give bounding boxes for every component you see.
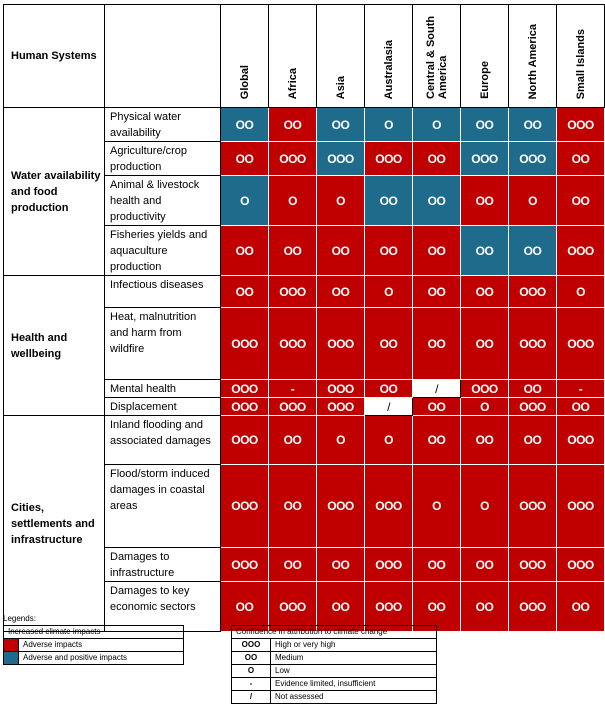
impact-cell: OO	[461, 416, 509, 465]
corner-title: Human Systems	[4, 5, 105, 108]
impact-cell: OO	[269, 465, 317, 548]
impact-cell: OOO	[509, 308, 557, 380]
impact-legend	[3, 625, 184, 665]
impact-cell: OOO	[509, 548, 557, 582]
impact-cell: OO	[509, 416, 557, 465]
impact-cell: OOO	[221, 380, 269, 398]
impact-cell: O	[461, 398, 509, 416]
system-label: Agriculture/crop production	[105, 142, 221, 176]
impact-cell: OOO	[509, 276, 557, 308]
blank-header	[105, 5, 221, 108]
impact-cell: OO	[317, 276, 365, 308]
impact-cell: OOO	[365, 465, 413, 548]
symbol-medium: OO	[232, 652, 271, 665]
impact-cell: OO	[509, 108, 557, 142]
impact-cell: O	[317, 176, 365, 226]
impact-cell: O	[317, 416, 365, 465]
impact-cell: OO	[461, 308, 509, 380]
impact-cell: OO	[461, 276, 509, 308]
impact-cell: OO	[557, 176, 605, 226]
region-header	[365, 5, 413, 108]
region-header	[413, 5, 461, 108]
symbol-limited: -	[232, 678, 271, 691]
label-low: Low	[271, 665, 437, 678]
impact-cell: OO	[461, 548, 509, 582]
impact-cell: OOO	[557, 416, 605, 465]
impact-cell: OOO	[557, 108, 605, 142]
impact-cell: -	[557, 380, 605, 398]
label-high: High or very high	[271, 639, 437, 652]
symbol-high: OOO	[232, 639, 271, 652]
impact-cell: O	[221, 176, 269, 226]
impact-cell: /	[413, 380, 461, 398]
confidence-legend-heading: Confidence in attribution to climate change	[232, 626, 437, 639]
impact-cell: OO	[413, 176, 461, 226]
impact-cell: OO	[269, 416, 317, 465]
impact-cell: OOO	[557, 226, 605, 276]
impact-legend-heading: Increased climate impacts	[4, 626, 184, 639]
impact-cell: O	[365, 276, 413, 308]
group-label: Health and wellbeing	[4, 276, 105, 416]
system-label: Inland flooding and associated damages	[105, 416, 221, 465]
impact-cell: O	[461, 465, 509, 548]
impact-matrix	[3, 4, 605, 632]
impact-cell: OO	[221, 582, 269, 632]
adverse-positive-label: Adverse and positive impacts	[19, 652, 184, 665]
impact-cell: OO	[461, 582, 509, 632]
region-label: Central & South America	[424, 15, 449, 99]
system-label: Infectious diseases	[105, 276, 221, 308]
adverse-label: Adverse impacts	[19, 639, 184, 652]
impact-cell: OOO	[365, 142, 413, 176]
impact-cell: OO	[413, 226, 461, 276]
impact-cell: OO	[461, 176, 509, 226]
impact-cell: OOO	[509, 398, 557, 416]
header-row	[4, 5, 605, 108]
impact-cell: OOO	[317, 398, 365, 416]
impact-cell: O	[269, 176, 317, 226]
region-label: Africa	[286, 67, 299, 99]
impact-cell: OOO	[557, 465, 605, 548]
impact-cell: OO	[413, 548, 461, 582]
table-row	[4, 276, 605, 308]
impact-cell: OO	[317, 582, 365, 632]
impact-cell: OOO	[317, 142, 365, 176]
system-label: Damages to infrastructure	[105, 548, 221, 582]
impact-cell: OO	[365, 176, 413, 226]
label-not-assessed: Not assessed	[271, 691, 437, 704]
impact-cell: OO	[557, 582, 605, 632]
blue-swatch	[4, 652, 19, 665]
impact-cell: OO	[317, 108, 365, 142]
impact-cell: OOO	[269, 308, 317, 380]
impact-cell: OOO	[557, 548, 605, 582]
symbol-low: O	[232, 665, 271, 678]
region-header	[461, 5, 509, 108]
impact-cell: OO	[221, 142, 269, 176]
impact-cell: OO	[365, 380, 413, 398]
impact-cell: OOO	[221, 416, 269, 465]
region-label: Australasia	[382, 39, 395, 99]
region-label: Asia	[334, 75, 347, 99]
impact-cell: OO	[221, 276, 269, 308]
impact-cell: OOO	[557, 308, 605, 380]
system-label: Fisheries yields and aquaculture production	[105, 226, 221, 276]
impact-cell: OOO	[365, 582, 413, 632]
system-label: Mental health	[105, 380, 221, 398]
impact-cell: OO	[317, 548, 365, 582]
impact-cell: O	[413, 108, 461, 142]
impact-cell: OO	[413, 142, 461, 176]
region-label: Global	[238, 64, 251, 99]
region-header	[221, 5, 269, 108]
impact-cell: OOO	[317, 465, 365, 548]
region-label: Small Islands	[574, 28, 587, 99]
impact-cell: /	[365, 398, 413, 416]
impact-cell: O	[365, 108, 413, 142]
region-header	[269, 5, 317, 108]
impact-cell: OO	[461, 226, 509, 276]
impact-cell: OO	[365, 226, 413, 276]
impact-cell: OOO	[509, 582, 557, 632]
system-label: Flood/storm induced damages in coastal areas	[105, 465, 221, 548]
impact-cell: OOO	[269, 142, 317, 176]
impact-cell: OO	[413, 276, 461, 308]
impact-cell: OO	[221, 108, 269, 142]
region-header	[509, 5, 557, 108]
impact-cell: OOO	[221, 398, 269, 416]
impact-cell: OOO	[317, 380, 365, 398]
label-medium: Medium	[271, 652, 437, 665]
red-swatch	[4, 639, 19, 652]
system-label: Animal & livestock health and productivity	[105, 176, 221, 226]
impact-cell: O	[557, 276, 605, 308]
impact-cell: OOO	[221, 465, 269, 548]
region-label: North America	[526, 23, 539, 99]
impact-cell: O	[509, 176, 557, 226]
impact-cell: OO	[365, 308, 413, 380]
impact-cell: OO	[269, 108, 317, 142]
impact-cell: OO	[221, 226, 269, 276]
group-label: Cities, settlements and infrastructure	[4, 416, 105, 632]
legends-title: Legends:	[3, 614, 36, 623]
impact-cell: OOO	[269, 398, 317, 416]
label-limited: Evidence limited, insufficient	[271, 678, 437, 691]
impact-cell: OO	[509, 226, 557, 276]
impact-cell: OO	[461, 108, 509, 142]
impact-cell: OOO	[461, 380, 509, 398]
impact-cell: OOO	[461, 142, 509, 176]
impact-cell: OO	[557, 398, 605, 416]
matrix-body	[4, 108, 605, 632]
table-row	[4, 416, 605, 465]
impact-cell: OO	[413, 398, 461, 416]
impact-cell: OOO	[509, 142, 557, 176]
impact-cell: OOO	[317, 308, 365, 380]
impact-cell: OO	[269, 226, 317, 276]
impact-cell: OO	[413, 416, 461, 465]
impact-cell: OOO	[269, 582, 317, 632]
impact-cell: OOO	[221, 308, 269, 380]
impact-cell: -	[269, 380, 317, 398]
impact-cell: O	[413, 465, 461, 548]
impact-cell: O	[365, 416, 413, 465]
impact-cell: OO	[413, 308, 461, 380]
symbol-not-assessed: /	[232, 691, 271, 704]
system-label: Damages to key economic sectors	[105, 582, 221, 632]
table-row	[4, 108, 605, 142]
group-label: Water availability and food production	[4, 108, 105, 276]
impact-cell: OO	[269, 548, 317, 582]
system-label: Physical water availability	[105, 108, 221, 142]
region-header	[557, 5, 605, 108]
impact-cell: OOO	[221, 548, 269, 582]
impact-cell: OO	[557, 142, 605, 176]
system-label: Heat, malnutrition and harm from wildfire	[105, 308, 221, 380]
system-label: Displacement	[105, 398, 221, 416]
impact-cell: OOO	[509, 465, 557, 548]
impact-cell: OOO	[365, 548, 413, 582]
impact-cell: OO	[509, 380, 557, 398]
impact-cell: OO	[317, 226, 365, 276]
region-header	[317, 5, 365, 108]
region-label: Europe	[478, 61, 491, 99]
impact-cell: OOO	[269, 276, 317, 308]
impact-cell: OO	[413, 582, 461, 632]
confidence-legend	[231, 625, 437, 704]
